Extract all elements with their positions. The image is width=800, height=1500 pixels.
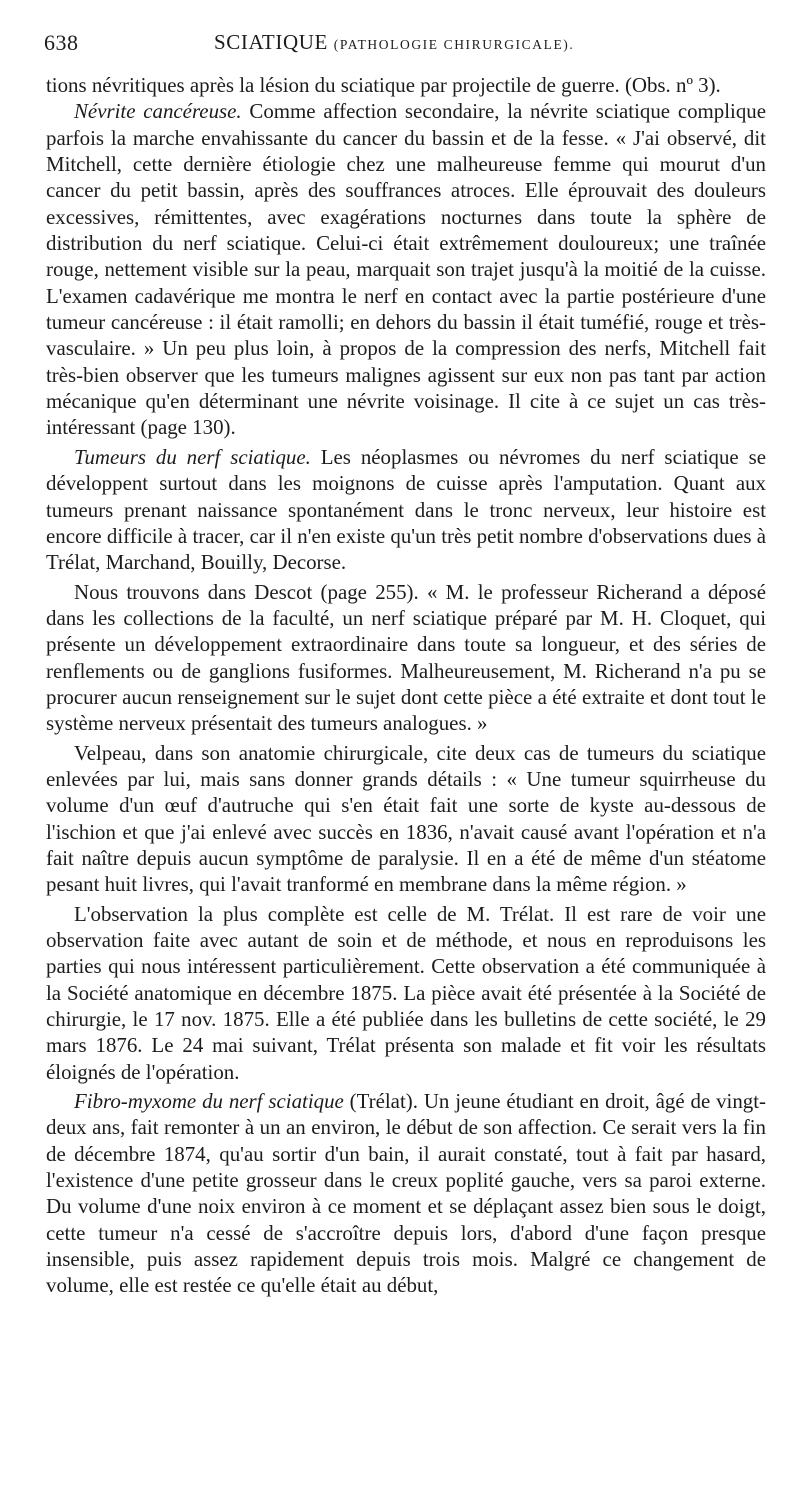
running-header bbox=[44, 28, 756, 60]
running-title-main: SCIATIQUE bbox=[214, 30, 328, 54]
page-number: 638 bbox=[44, 30, 79, 55]
paragraph bbox=[46, 98, 766, 440]
paragraph-text: tions névritiques après la lésion du sciatique par projectile de guerre. (Obs. nº 3). bbox=[46, 73, 721, 97]
paragraph bbox=[46, 1088, 766, 1299]
section-heading-fibro-myxome: Fibro-myxome du nerf sciatique bbox=[74, 1089, 344, 1114]
paragraph bbox=[46, 444, 766, 576]
paragraph-text: (Trélat). Un jeune étudiant en droit, âgé de vingt-deux ans, fait remonter à un an environ, le début de son affection. Ce serait vers la fin de décembre 1874, qu'au sortir d'un bain, il aurait constaté, tout à fait par hasard, l'existence d'une petite grosseur dans le creux poplité gauche, vers sa paroi externe. Du volume d'une noix environ à ce moment et se déplaçant assez bien sous le doigt, cette tumeur n'a cessé de s'accroître depuis lors, d'abord d'une façon presque insensible, puis assez rapidement depuis trois mois. Malgré ce changement de volume, elle est restée ce qu'elle était au début, bbox=[46, 1089, 766, 1298]
paragraph bbox=[46, 901, 766, 1085]
paragraph bbox=[46, 72, 766, 98]
paragraph bbox=[46, 740, 766, 898]
paragraph-text: L'observation la plus complète est celle de M. Trélat. Il est rare de voir une observation faite avec autant de soin et de méthode, et nous en reproduisons les parties qui nous intéressent particulièrement. Cette observation a été communiquée à la Société anatomique en décembre 1875. La pièce avait été présentée à la Société de chirurgie, le 17 nov. 1875. Elle a été publiée dans les bulletins de cette société, le 29 mars 1876. Le 24 mai suivant, Trélat présenta son malade et fit voir les résultats éloignés de l'opération. bbox=[46, 901, 766, 1084]
paragraph-text: Comme affection secondaire, la névrite sciatique complique parfois la marche envahissante du cancer du bassin et de la fesse. « J'ai observé, dit Mitchell, cette dernière étiologie chez une malheureuse femme qui mourut d'un cancer du petit bassin, après des souffrances atroces. Elle éprouvait des douleurs excessives, rémittentes, avec exagérations nocturnes dans toute la sphère de distribution du nerf sciatique. Celui-ci était extrêmement douloureux; une traînée rouge, nettement visible sur la peau, marquait son trajet jusqu'à la moitié de la cuisse. L'examen cadavérique me montra le nerf en contact avec la partie postérieure d'une tumeur cancéreuse : il était ramolli; en dehors du bassin il était tuméfié, rouge et très-vasculaire. » Un peu plus loin, à propos de la compression des nerfs, Mitchell fait très-bien observer que les tumeurs malignes agissent sur eux non pas tant par action mécanique qu'en déterminant une névrite voisinage. Il cite à ce sujet un cas très-intéressant (page 130). bbox=[46, 99, 766, 440]
paragraph-text: Nous trouvons dans Descot (page 255). « M. le professeur Richerand a déposé dans les collections de la faculté, un nerf sciatique préparé par M. H. Cloquet, qui présente un développement extraordinaire dans toute sa longueur, et des séries de renflements ou de ganglions fusiformes. Malheureusement, M. Richerand n'a pu se procurer aucun renseignement sur le sujet dont cette pièce a été extraite et dont tout le système nerveux présentait des tumeurs analogues. » bbox=[46, 579, 766, 736]
section-heading-nevrite-cancereuse: Névrite cancéreuse. bbox=[74, 99, 242, 124]
paragraph-text: Les néoplasmes ou névromes du nerf sciatique se développent surtout dans les moignons de cuisse après l'amputation. Quant aux tumeurs prenant naissance spontanément dans le tronc nerveux, leur histoire est encore difficile à tracer, car il n'en existe qu'un très petit nombre d'observations dues à Trélat, Marchand, Bouilly, Decorse. bbox=[46, 444, 766, 575]
running-title bbox=[214, 30, 574, 55]
section-heading-tumeurs: Tumeurs du nerf sciatique. bbox=[74, 444, 311, 469]
running-title-subtitle: (PATHOLOGIE CHIRURGICALE). bbox=[333, 37, 575, 52]
paragraph-text: Velpeau, dans son anatomie chirurgicale, cite deux cas de tumeurs du sciatique enlevées par lui, mais sans donner grands détails : « Une tumeur squirrheuse du volume d'un œuf d'autruche qui s'en était fait une sorte de kyste au-dessous de l'ischion et que j'ai enlevé avec succès en 1836, n'avait causé avant l'opération et n'a fait naître depuis aucun symptôme de paralysie. Il en a été de même d'un stéatome pesant huit livres, qui l'avait tranformé en membrane dans la même région. » bbox=[46, 740, 766, 897]
body-text bbox=[46, 72, 766, 1299]
paragraph bbox=[46, 579, 766, 737]
